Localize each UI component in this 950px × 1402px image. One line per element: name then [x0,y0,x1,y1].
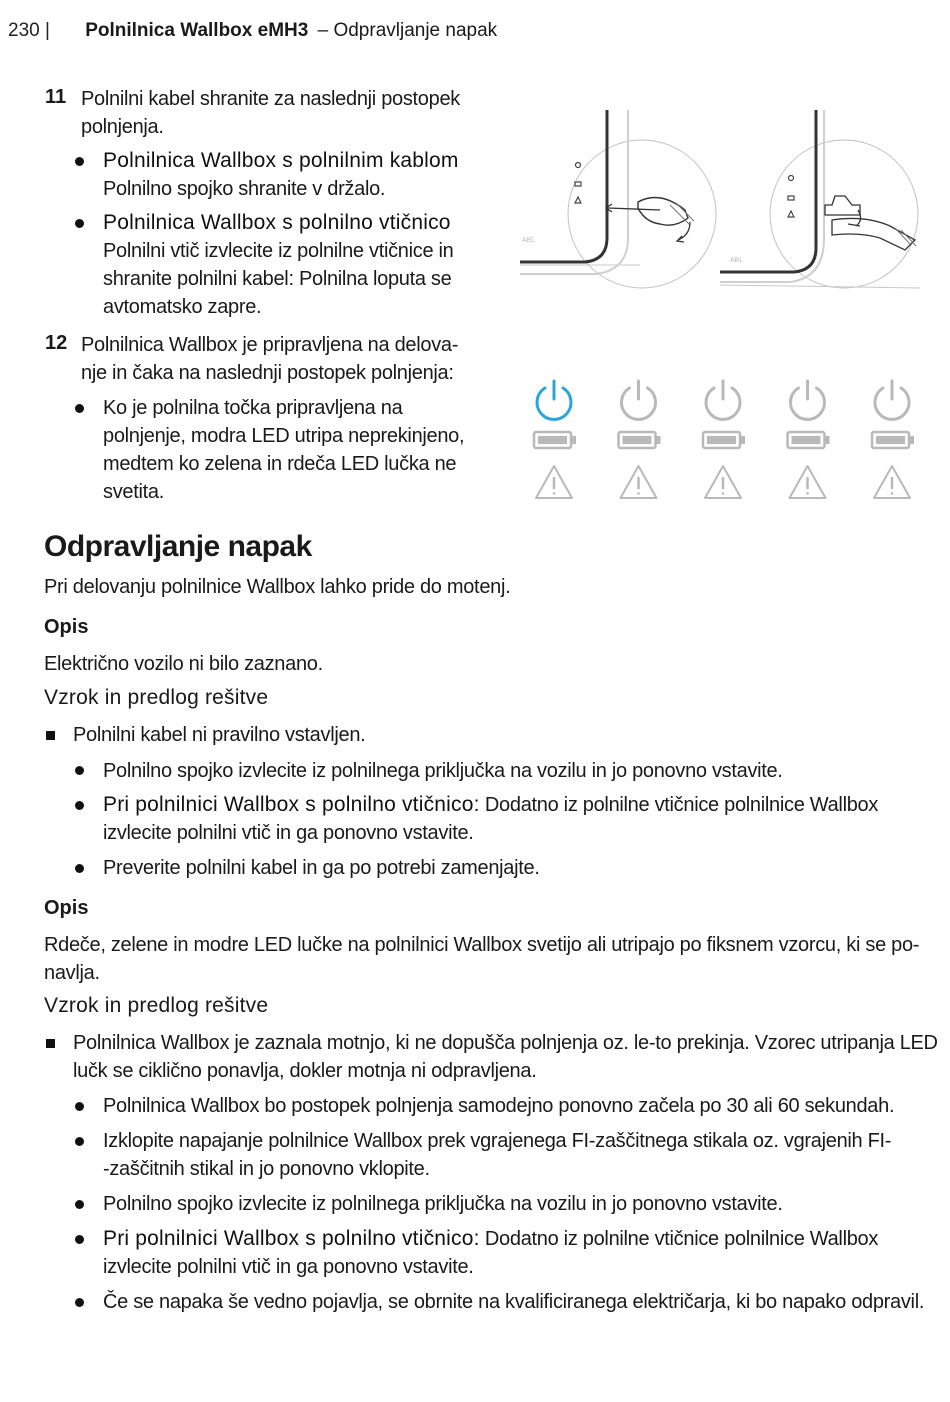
remedy-item [103,1225,878,1281]
section-intro: Pri delovanju polnilnice Wallbox lahko pride do motenj. [44,576,511,598]
warning-icon [621,466,657,498]
power-icon [706,381,740,419]
remedy-text: Dodatno iz polnilne vtičnice polnilnice Wallbox [479,1228,879,1250]
bullet-item [103,147,459,203]
power-icon [791,381,825,419]
remedy-item: Če se napaka še vedno pojavlja, se obrnite na kvalificiranega električarja, ki bo napako odpravil. [103,1291,925,1313]
bullet-line: svetita. [103,481,164,503]
remedy-item [103,1127,891,1183]
page-header [8,20,497,42]
bullet [75,1200,84,1209]
battery-icon [534,432,576,448]
bullet-line: polnjenje, modra LED utripa neprekinjeno, [103,425,465,447]
bullet [75,1137,84,1146]
opis-text [44,931,919,987]
bullet-item [103,394,464,506]
warning-icon [705,466,741,498]
square-bullet [46,731,55,740]
step-number: 11 [45,86,67,108]
abl-logo: ABL [730,257,744,264]
cause-label: Vzrok in predlog rešitve [44,994,269,1017]
bullet-title: Polnilnica Wallbox s polnilnim kablom [103,149,459,172]
wallbox-cable-illustration [520,110,920,300]
bullet [75,1102,84,1111]
cause-text [73,1029,938,1085]
bullet-line: shranite polnilni kabel: Polnilna loputa se [103,268,452,290]
bullet-line: medtem ko zelena in rdeča LED lučka ne [103,453,457,475]
illustration-right-panel [720,110,920,288]
cause-text-line: Polnilnica Wallbox je zaznala motnjo, ki ne dopušča polnjenja oz. le-to prekinja. Vzorec utripanja LED [73,1032,938,1054]
opis-text-line: navlja. [44,962,100,984]
bullet [75,1298,84,1307]
bullet-line: avtomatsko zapre. [103,296,262,318]
remedy-item: Polnilno spojko izvlecite iz polnilnega priključka na vozilu in jo ponovno vstavite. [103,760,783,782]
step-number: 12 [45,332,68,354]
bullet [75,404,84,413]
power-icon [622,381,656,419]
bullet [75,801,84,810]
remedy-item: Polnilnica Wallbox bo postopek polnjenja samodejno ponovno začela po 30 ali 60 sekundah. [103,1095,895,1117]
square-bullet [46,1039,55,1048]
cause-label: Vzrok in predlog rešitve [44,686,269,709]
section-title: Odpravljanje napak [44,530,312,563]
remedy-lead: Pri polnilnici Wallbox s polnilno vtičnico: [103,1227,480,1250]
cause-text-line: lučk se ciklično ponavlja, dokler motnja ni odpravljena. [73,1060,537,1082]
battery-icon [703,432,745,448]
illustration-left-panel [520,110,716,288]
remedy-item: Polnilno spojko izvlecite iz polnilnega priključka na vozilu in jo ponovno vstavite. [103,1193,783,1215]
battery-icon [619,432,661,448]
cause-text: Polnilni kabel ni pravilno vstavljen. [73,724,366,746]
section-name: – Odpravljanje napak [317,20,498,41]
step-text [81,85,460,141]
warning-icon [874,466,910,498]
remedy-item: Preverite polnilni kabel in ga po potrebi zamenjajte. [103,857,540,879]
opis-text: Električno vozilo ni bilo zaznano. [44,653,323,675]
step-text-line: Polnilnica Wallbox je pripravljena na delova- [81,334,459,356]
warning-icon [790,466,826,498]
step-text-line: Polnilni kabel shranite za naslednji postopek [81,88,460,110]
step-text-line: nje in čaka na naslednji postopek polnjenja: [81,362,454,384]
remedy-text: izvlecite polnilni vtič in ga ponovno vstavite. [103,1256,474,1278]
remedy-text: Izklopite napajanje polnilnice Wallbox prek vgrajenega FI-zaščitnega stikala oz. vgrajenih FI- [103,1130,892,1152]
remedy-lead: Pri polnilnici Wallbox s polnilno vtičnico: [103,793,480,816]
remedy-text: izvlecite polnilni vtič in ga ponovno vstavite. [103,822,474,844]
bullet [75,1235,84,1244]
power-icon [537,381,571,419]
bullet [75,157,84,166]
power-icon [875,381,909,419]
opis-label: Opis [44,616,89,638]
bullet-item [103,209,454,321]
remedy-text: -zaščitnih stikal in jo ponovno vklopite. [103,1158,430,1180]
product-name: Polnilnica Wallbox eMH3 [85,20,309,41]
bullet [75,864,84,873]
bullet-title: Polnilnica Wallbox s polnilno vtičnico [103,211,451,234]
bullet [75,219,84,228]
opis-label: Opis [44,897,89,919]
remedy-item [103,791,878,847]
led-status-grid [525,375,925,505]
battery-icon [872,432,914,448]
warning-icon [536,466,572,498]
opis-text-line: Rdeče, zelene in modre LED lučke na polnilnici Wallbox svetijo ali utripajo po fiksnem vzorcu, ki se po- [44,934,920,956]
abl-logo: ABL [522,237,536,244]
bullet-line: Ko je polnilna točka pripravljena na [103,397,403,419]
bullet [75,766,84,775]
page-number: 230 | [8,20,50,41]
battery-icon [788,432,830,448]
bullet-line: Polnilni vtič izvlecite iz polnilne vtičnice in [103,240,454,262]
remedy-text: Dodatno iz polnilne vtičnice polnilnice Wallbox [479,794,879,816]
step-text [81,331,458,387]
step-text-line: polnjenja. [81,116,164,138]
bullet-line: Polnilno spojko shranite v držalo. [103,178,386,200]
